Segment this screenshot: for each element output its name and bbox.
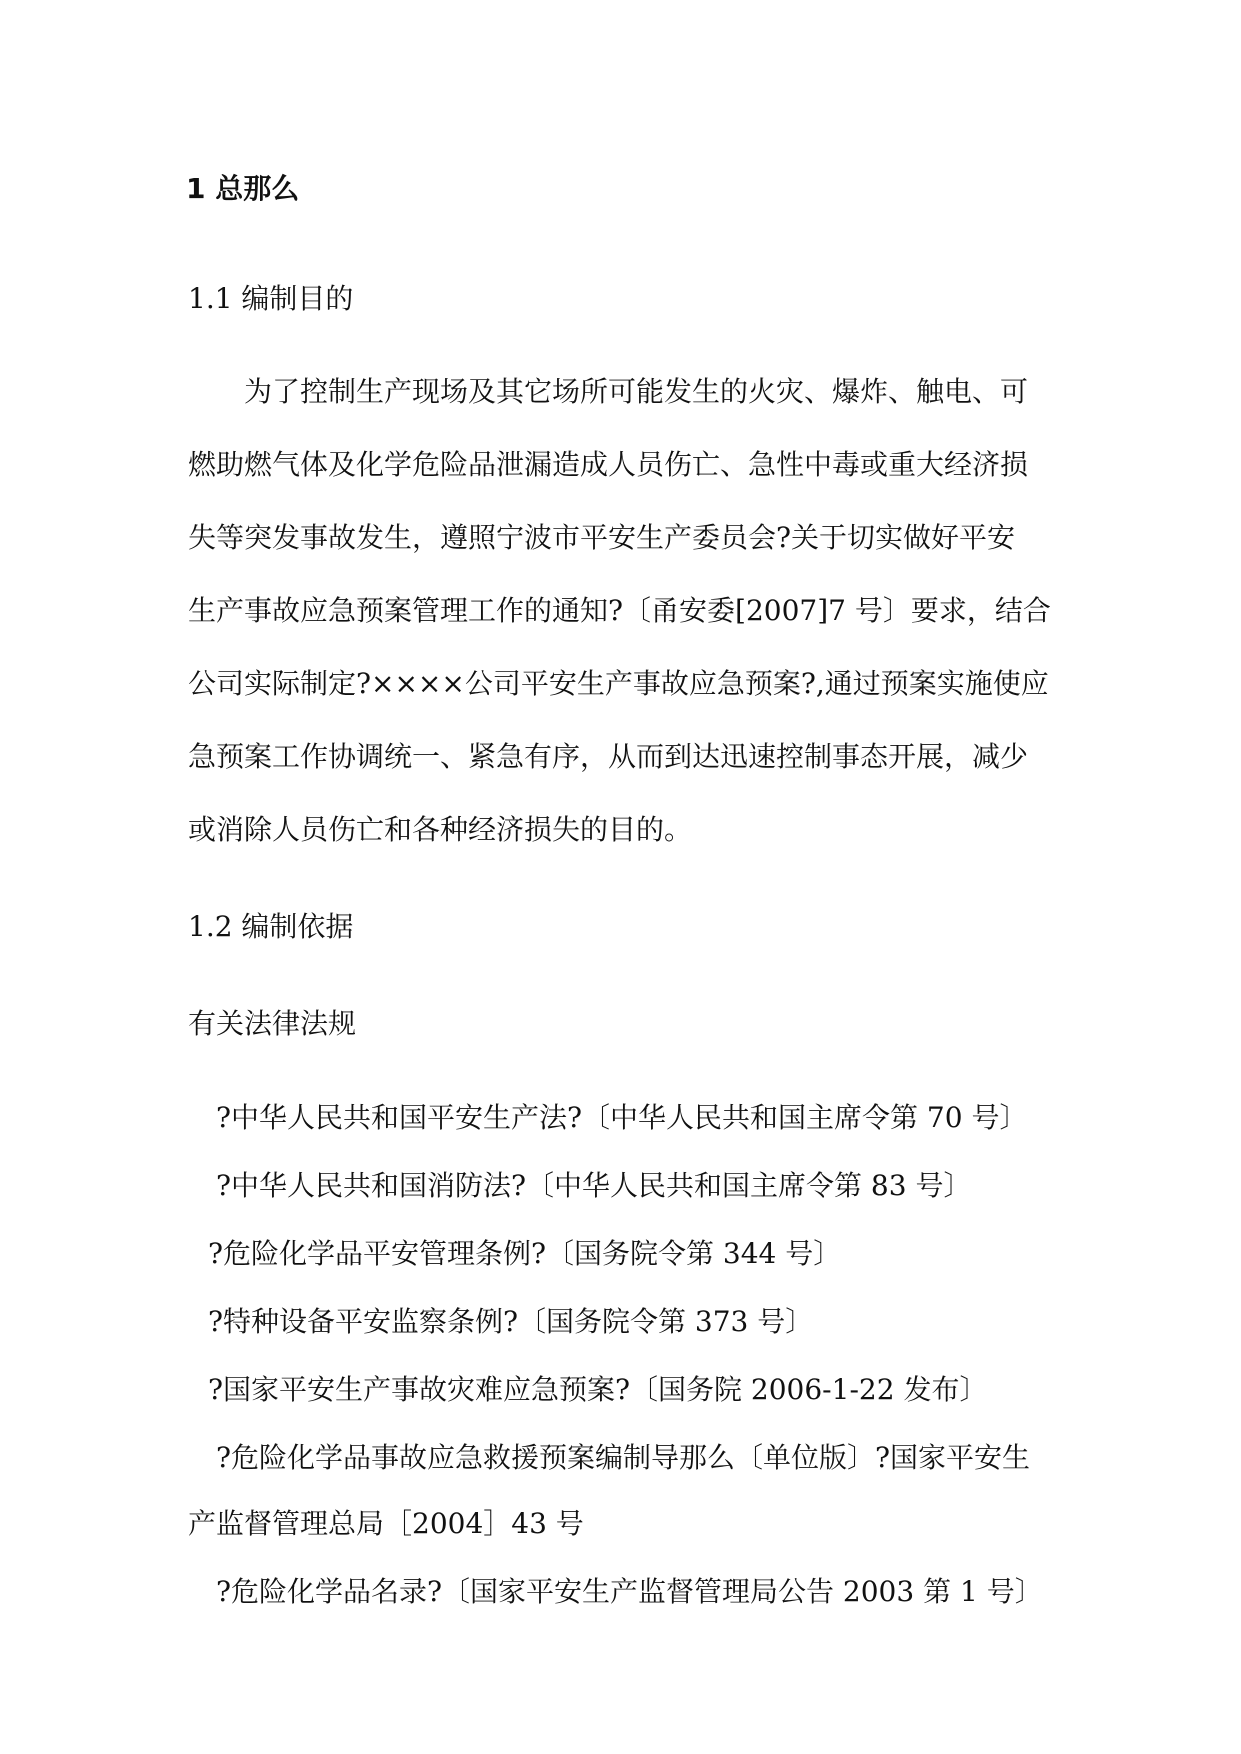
paragraph-line: 燃助燃气体及化学危险品泄漏造成人员伤亡、急性中毒或重大经济损 xyxy=(188,448,1029,481)
paragraph-line: 失等突发事故发生，遵照宁波市平安生产委员会?关于切实做好平安 xyxy=(188,521,1016,554)
group-title: 有关法律法规 xyxy=(188,1007,357,1040)
list-item-continuation: 产监督管理总局［2004］43 号 xyxy=(188,1507,584,1540)
section-heading: 1 总那么 xyxy=(186,172,300,205)
list-item: ?特种设备平安监察条例?〔国务院令第 373 号〕 xyxy=(208,1305,814,1338)
subsection-heading-purpose: 1.1 编制目的 xyxy=(188,282,354,315)
list-item: ?危险化学品事故应急救援预案编制导那么〔单位版〕?国家平安生 xyxy=(216,1441,1031,1474)
list-item: ?危险化学品平安管理条例?〔国务院令第 344 号〕 xyxy=(208,1237,842,1270)
list-item: ?危险化学品名录?〔国家平安生产监督管理局公告 2003 第 1 号〕 xyxy=(216,1575,1043,1608)
paragraph-line: 或消除人员伤亡和各种经济损失的目的。 xyxy=(188,813,693,846)
list-item: ?中华人民共和国平安生产法?〔中华人民共和国主席令第 70 号〕 xyxy=(216,1101,1028,1134)
paragraph-line: 急预案工作协调统一、紧急有序，从而到达迅速控制事态开展，减少 xyxy=(188,740,1029,773)
paragraph-line: 为了控制生产现场及其它场所可能发生的火灾、爆炸、触电、可 xyxy=(244,375,1029,408)
paragraph-line: 公司实际制定?××××公司平安生产事故应急预案?,通过预案实施使应 xyxy=(188,667,1049,700)
subsection-heading-basis: 1.2 编制依据 xyxy=(188,910,354,943)
list-item: ?中华人民共和国消防法?〔中华人民共和国主席令第 83 号〕 xyxy=(216,1169,972,1202)
paragraph-line: 生产事故应急预案管理工作的通知?〔甬安委[2007]7 号〕要求，结合 xyxy=(188,594,1051,627)
list-item: ?国家平安生产事故灾难应急预案?〔国务院 2006-1-22 发布〕 xyxy=(208,1373,988,1406)
